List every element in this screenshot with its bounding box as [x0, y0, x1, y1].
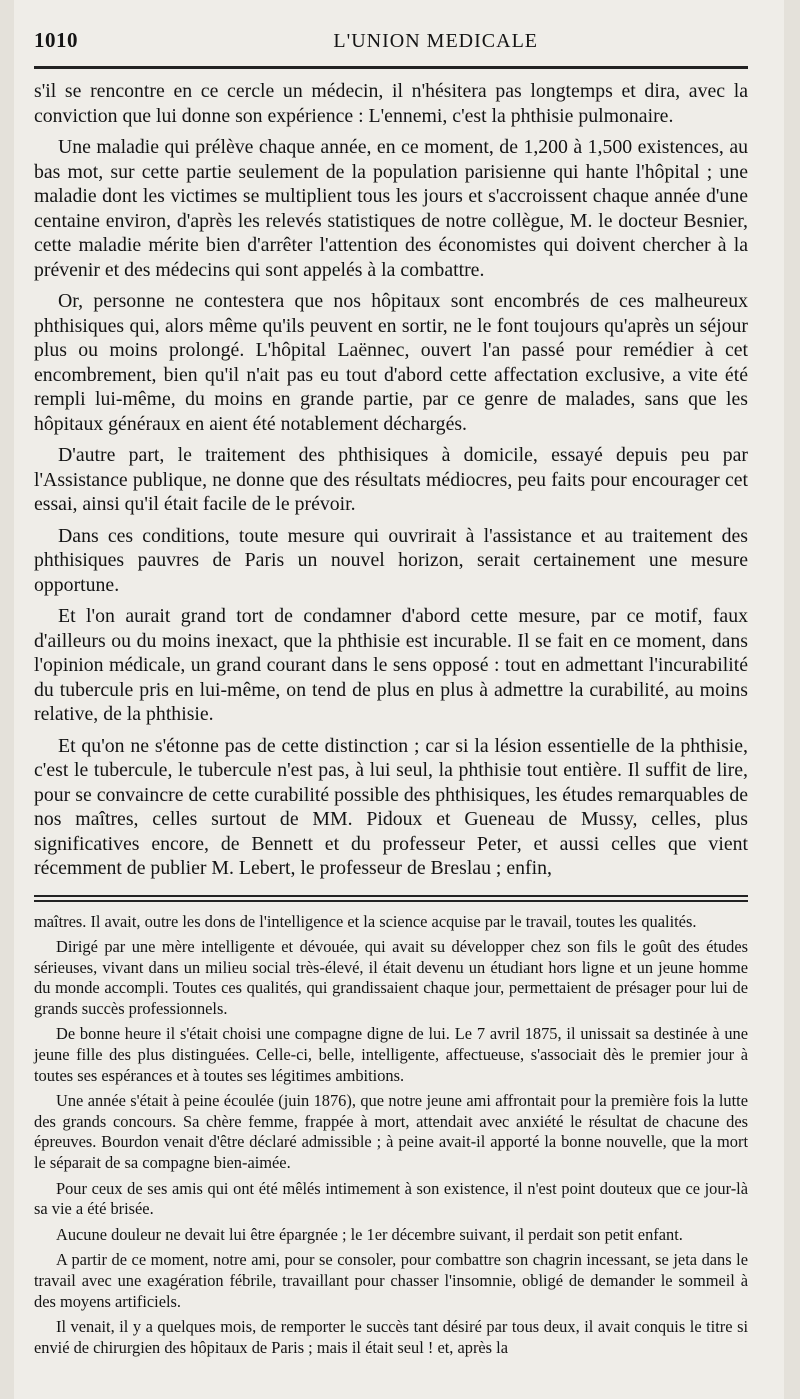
paragraph: De bonne heure il s'était choisi une compagne digne de lui. Le 7 avril 1875, il unissait sa destinée à une jeune fille des plus distinguées. Celle-ci, belle, intelligente, affectueuse, s'associait dès le premier jour à toutes ses espérances et à toutes ses légitimes ambitions.	[34, 1024, 748, 1085]
main-article	[34, 79, 748, 881]
page	[14, 0, 784, 1399]
paragraph: Pour ceux de ses amis qui ont été mêlés intimement à son existence, il n'est point douteux que ce jour-là sa vie a été brisée.	[34, 1178, 748, 1219]
paragraph: Il venait, il y a quelques mois, de remporter le succès tant désiré par tous deux, il avait conquis le titre si envié de chirurgien des hôpitaux de Paris ; mais il était seul ! et, après la	[34, 1317, 748, 1357]
paragraph: A partir de ce moment, notre ami, pour se consoler, pour combattre son chagrin incessant, se jeta dans le travail avec une exagération fébrile, travaillant pour chasser l'insomnie, obligé de demander le sommeil à des moyens artificiels.	[34, 1250, 748, 1311]
page-header	[34, 28, 748, 62]
paragraph: D'autre part, le traitement des phthisiques à domicile, essayé depuis peu par l'Assistance publique, ne donne que des résultats médiocres, peu faits pour encourager cet essai, ainsi qu'il était facile de le prévoir.	[34, 444, 748, 515]
paragraph: Aucune douleur ne devait lui être épargnée ; le 1er décembre suivant, il perdait son petit enfant.	[56, 1224, 683, 1244]
paragraph: Dans ces conditions, toute mesure qui ouvrirait à l'assistance et au traitement des phthisiques pauvres de Paris un nouvel horizon, serait certainement une mesure opportune.	[34, 524, 748, 596]
paragraph: Et qu'on ne s'étonne pas de cette distinction ; car si la lésion essentielle de la phthisie, c'est le tubercule, le tubercule n'est pas, à lui seul, la phthisie tout entière. Il suffit de lire, pour se convaincre de cette curabilité possible des phthisiques, les études remarquables de nos maîtres, celles surtout de MM. Pidoux et Gueneau de Mussy, celles, plus significatives encore, de Bennett et du professeur Peter, et aussi celles que vient récemment de publier M. Lebert, le professeur de Breslau ; enfin,	[34, 734, 748, 879]
paragraph: s'il se rencontre en ce cercle un médecin, il n'hésitera pas longtemps et dira, avec la conviction que lui donne son expérience : L'ennemi, c'est la phthisie pulmonaire.	[34, 80, 748, 127]
section-divider	[34, 895, 748, 902]
feuilleton	[34, 912, 748, 1359]
page-number: 1010	[34, 28, 78, 52]
header-rule	[34, 66, 748, 69]
paragraph: Et l'on aurait grand tort de condamner d'abord cette mesure, par ce motif, faux d'ailleurs ou du moins inexact, que la phthisie est incurable. Il se fait en ce moment, dans l'opinion médicale, un grand courant dans le sens opposé : tout en admettant l'incurabilité du tubercule pris en lui-même, on tend de plus en plus à admettre la curabilité, au moins relative, de la phthisie.	[34, 605, 748, 725]
paragraph: maîtres. Il avait, outre les dons de l'intelligence et la science acquise par le travail, toutes les qualités.	[34, 911, 697, 931]
paragraph: Or, personne ne contestera que nos hôpitaux sont encombrés de ces malheureux phthisiques qui, alors même qu'ils peuvent en sortir, ne le font toujours qu'après un séjour plus ou moins prolongé. L'hôpital Laënnec, ouvert l'an passé pour remédier à cet encombrement, bien qu'il n'ait pas eu tout d'abord cette affectation exclusive, a vite été rempli lui-même, du moins en grande partie, par ce genre de malades, sans que les hôpitaux généraux en aient été notablement déchargés.	[34, 290, 748, 435]
paragraph: Une maladie qui prélève chaque année, en ce moment, de 1,200 à 1,500 existences, au bas mot, sur cette partie seulement de la population parisienne qui hante l'hôpital ; une maladie dont les victimes se multiplient tous les jours et s'accroissent chaque année d'une centaine environ, d'après les relevés statistiques de notre collègue, M. le docteur Besnier, cette maladie mérite bien d'arrêter l'attention des économistes qui doivent chercher à la prévenir et des médecins qui sont appelés à la combattre.	[34, 136, 748, 281]
paragraph: Une année s'était à peine écoulée (juin 1876), que notre jeune ami affrontait pour la première fois la lutte des grands concours. Sa chère femme, frappée à mort, attendait avec anxiété le résultat de chacune des épreuves. Bourdon venait d'être déclaré admissible ; à peine avait-il apporté la bonne nouvelle, que la mort le séparait de sa compagne bien-aimée.	[34, 1091, 748, 1173]
paragraph: Dirigé par une mère intelligente et dévouée, qui avait su développer chez son fils le goût des études sérieuses, vivant dans un milieu social très-élevé, il était devenu un étudiant hors ligne et un jeune homme du monde accompli. Toutes ces qualités, qui grandissaient chaque jour, permettaient de présager pour lui de grands succès professionnels.	[34, 937, 748, 1018]
journal-title: L'UNION MEDICALE	[333, 30, 538, 52]
